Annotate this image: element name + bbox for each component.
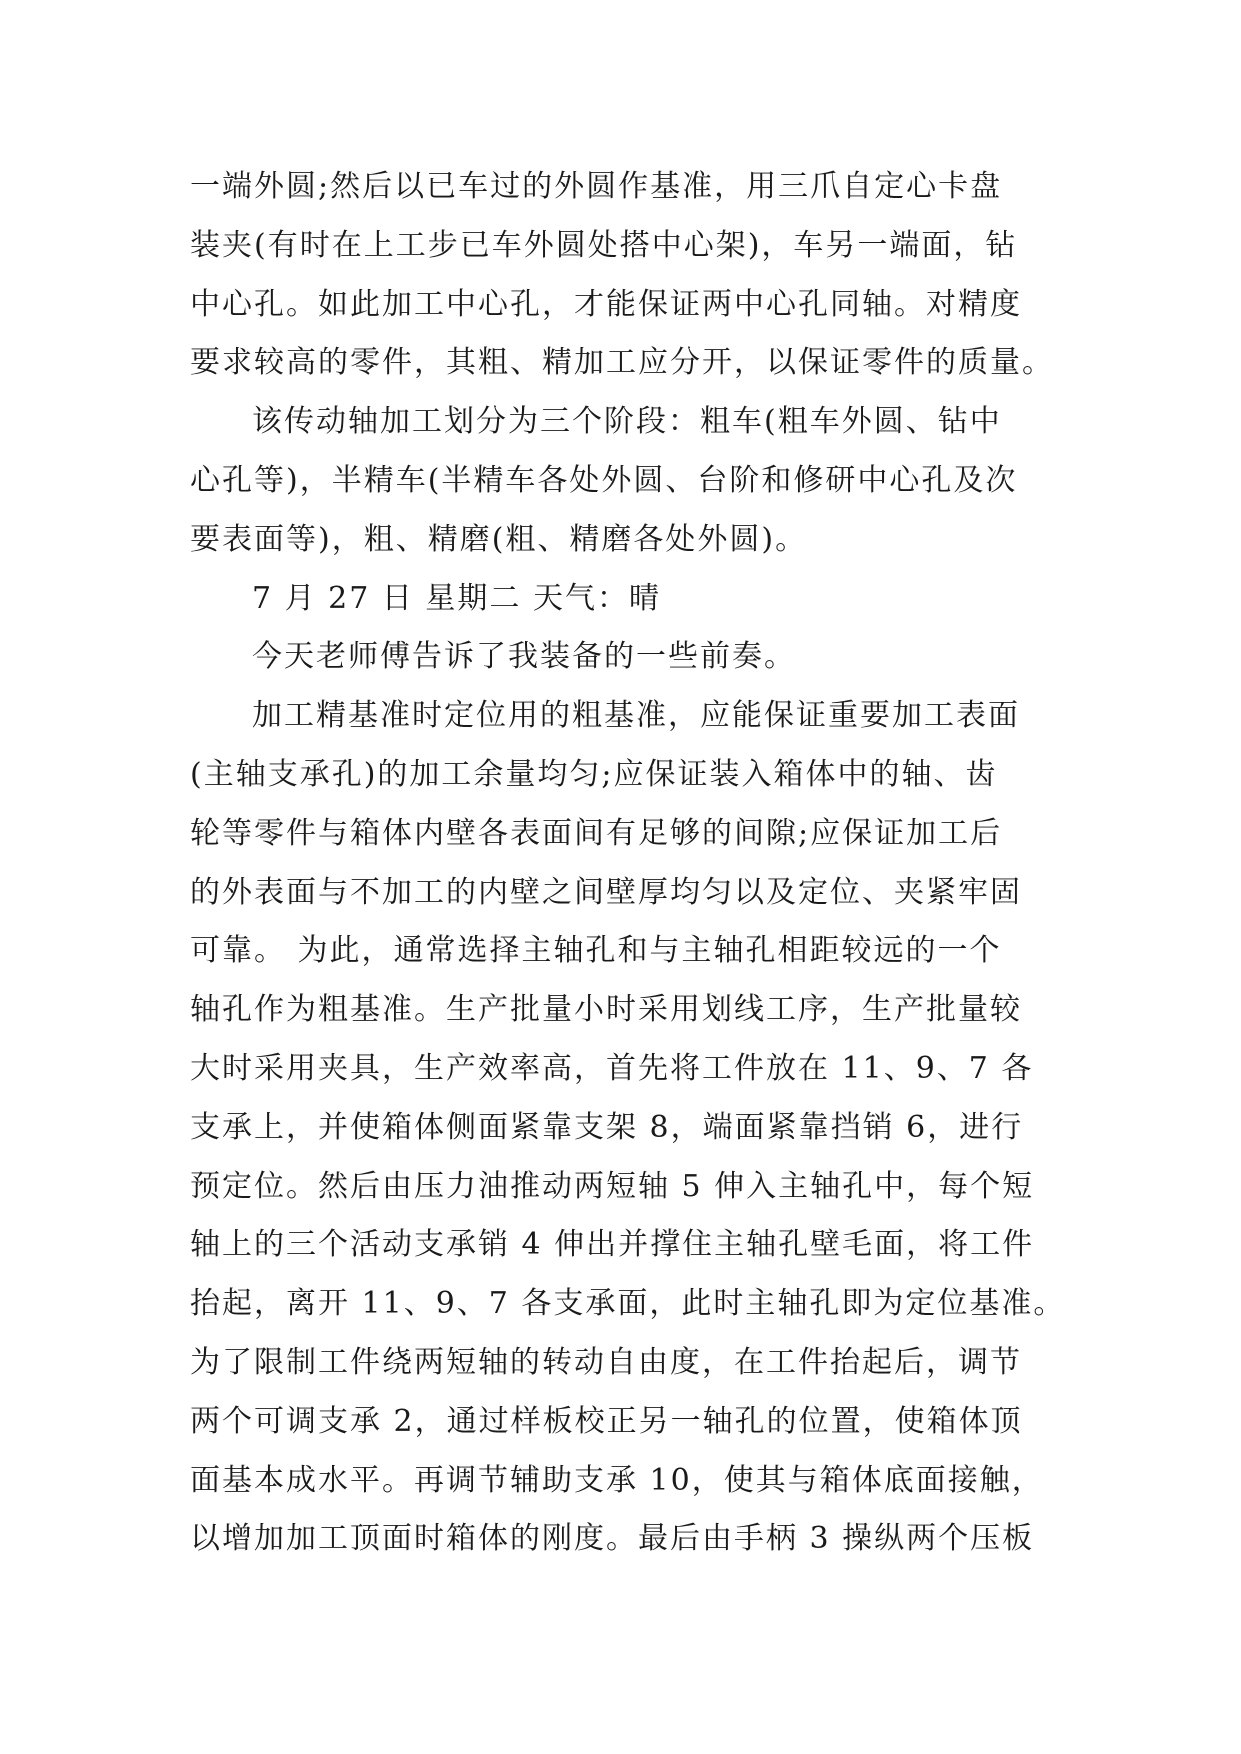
text-line: (主轴支承孔)的加工余量均匀;应保证装入箱体中的轴、齿 (190, 756, 998, 792)
text-line: 面基本成水平。再调节辅助支承 10，使其与箱体底面接触， (190, 1462, 1044, 1498)
text-line: 抬起，离开 11、9、7 各支承面，此时主轴孔即为定位基准。 (190, 1286, 1066, 1322)
text-line: 要表面等)，粗、精磨(粗、精磨各处外圆)。 (190, 521, 808, 557)
body-text (190, 158, 1066, 1569)
text-line: 轴上的三个活动支承销 4 伸出并撑住主轴孔壁毛面，将工件 (190, 1227, 1035, 1263)
text-line: 两个可调支承 2，通过样板校正另一轴孔的位置，使箱体顶 (190, 1403, 1023, 1439)
diary-date-line: 7 月 27 日 星期二 天气：晴 (252, 580, 661, 616)
text-line: 一端外圆;然后以已车过的外圆作基准，用三爪自定心卡盘 (190, 169, 1003, 204)
text-line: 装夹(有时在上工步已车外圆处搭中心架)，车另一端面，钻 (190, 227, 1018, 263)
text-line: 轴孔作为粗基准。生产批量小时采用划线工序，生产批量较 (190, 992, 1022, 1028)
text-line: 中心孔。如此加工中心孔，才能保证两中心孔同轴。对精度 (190, 286, 1022, 322)
text-line: 要求较高的零件，其粗、精加工应分开，以保证零件的质量。 (190, 345, 1054, 381)
text-line: 支承上，并使箱体侧面紧靠支架 8，端面紧靠挡销 6，进行 (190, 1109, 1024, 1145)
text-line: 可靠。 为此，通常选择主轴孔和与主轴孔相距较远的一个 (190, 933, 1002, 969)
text-line: 的外表面与不加工的内壁之间壁厚均匀以及定位、夹紧牢固 (190, 874, 1022, 910)
text-line: 以增加加工顶面时箱体的刚度。最后由手柄 3 操纵两个压板 (190, 1521, 1035, 1557)
text-line: 预定位。然后由压力油推动两短轴 5 伸入主轴孔中，每个短 (190, 1168, 1035, 1204)
text-line: 大时采用夹具，生产效率高，首先将工件放在 11、9、7 各 (190, 1050, 1034, 1086)
paragraph-first-line: 今天老师傅告诉了我装备的一些前奏。 (252, 639, 796, 675)
paragraph-first-line: 该传动轴加工划分为三个阶段：粗车(粗车外圆、钻中 (252, 404, 1002, 440)
text-line: 心孔等)，半精车(半精车各处外圆、台阶和修研中心孔及次 (190, 462, 1018, 498)
paragraph-first-line: 加工精基准时定位用的粗基准，应能保证重要加工表面 (252, 698, 1020, 734)
text-line: 为了限制工件绕两短轴的转动自由度，在工件抬起后，调节 (190, 1344, 1022, 1380)
text-line: 轮等零件与箱体内壁各表面间有足够的间隙;应保证加工后 (190, 815, 1003, 851)
